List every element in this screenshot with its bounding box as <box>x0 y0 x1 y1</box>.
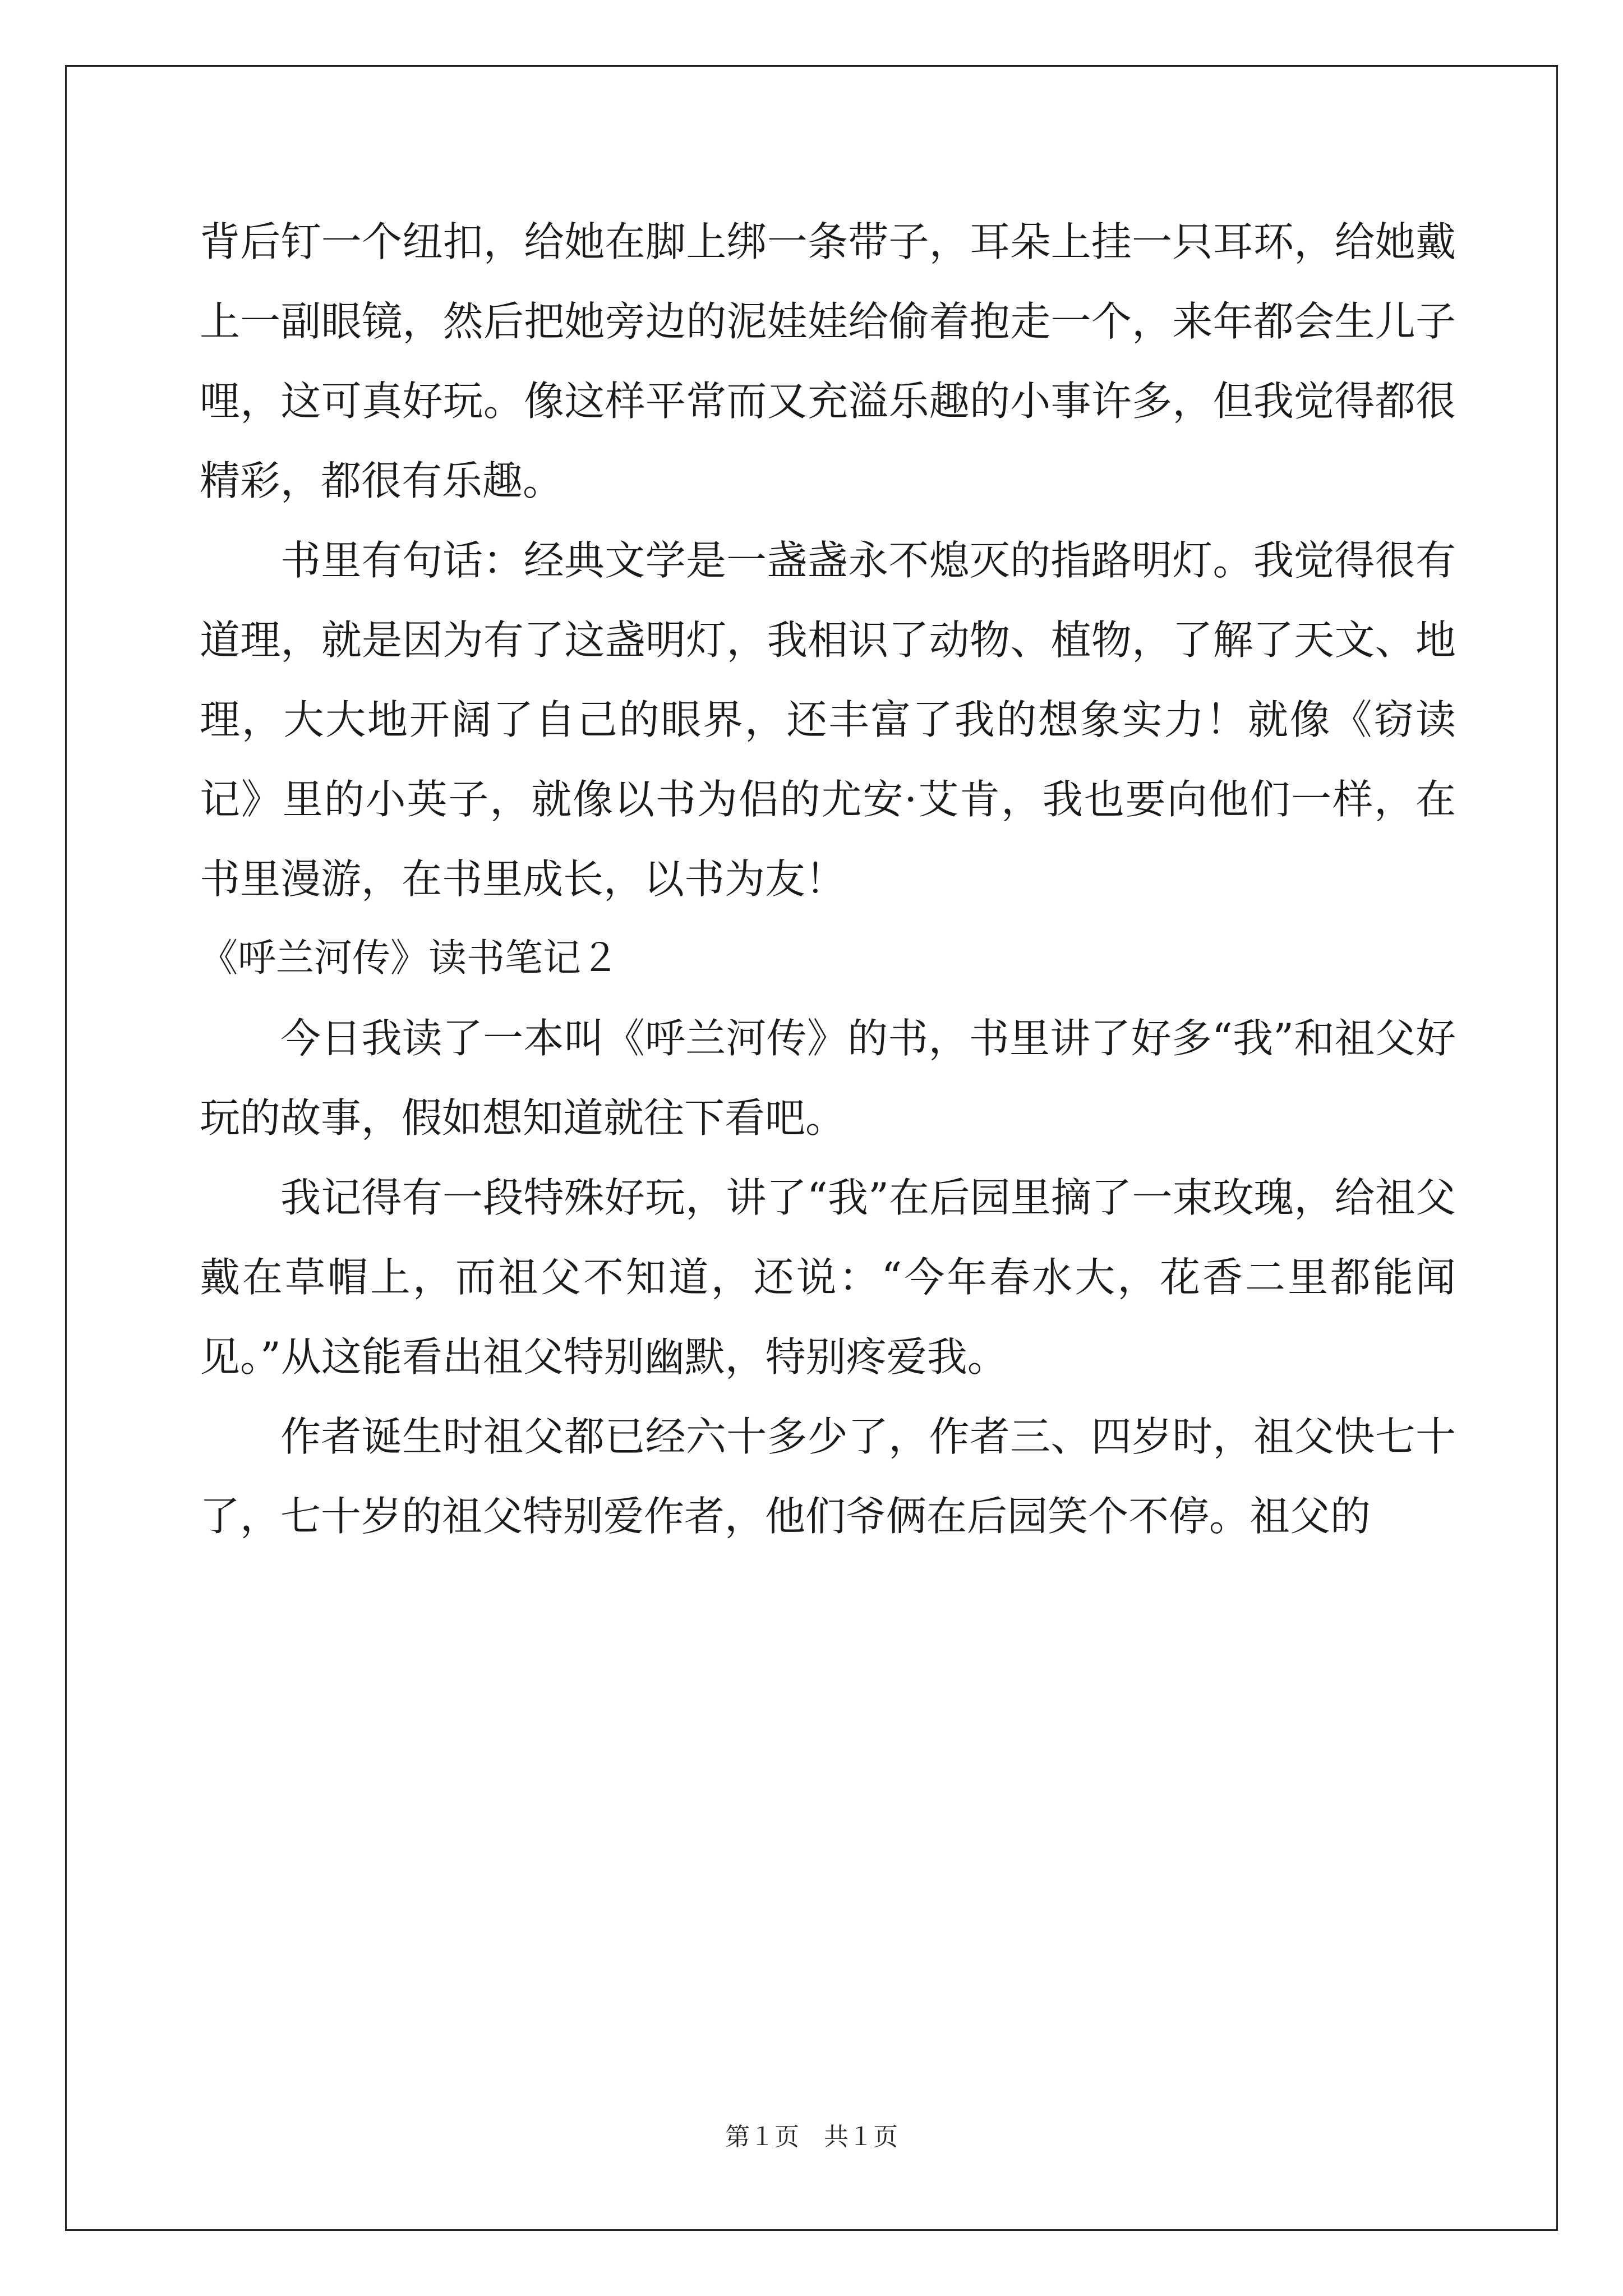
page-number: 第１页 共１页 <box>725 2123 898 2151</box>
paragraph-roses: 我记得有一段特殊好玩，讲了“我”在后园里摘了一束玫瑰，给祖父戴在草帽上，而祖父不知道，还说：“今年春水大，花香二里都能闻见。”从这能看出祖父特别幽默，特别疼爱我。 <box>200 1174 1456 1381</box>
document-body <box>200 202 1456 1556</box>
section-title: 《呼兰河传》读书笔记２ <box>200 936 620 981</box>
paragraph-intro: 今日我读了一本叫《呼兰河传》的书，书里讲了好多“我”和祖父好玩的故事，假如想知道就往下看吧。 <box>200 1015 1456 1142</box>
paragraph-lamp-quote: 书里有句话：经典文学是一盏盏永不熄灭的指路明灯。我觉得很有道理，就是因为有了这盏明灯，我相识了动物、植物，了解了天文、地理，大大地开阔了自己的眼界，还丰富了我的想象实力！就像《窃读记》里的小英子，就像以书为侣的尤安·艾肯，我也要向他们一样，在书里漫游，在书里成长，以书为友！ <box>200 537 1456 903</box>
paragraph-continuation: 背后钉一个纽扣，给她在脚上绑一条带子，耳朵上挂一只耳环，给她戴上一副眼镜，然后把她旁边的泥娃娃给偷着抱走一个，来年都会生儿子哩，这可真好玩。像这样平常而又充溢乐趣的小事许多，但我觉得都很精彩，都很有乐趣。 <box>200 218 1456 504</box>
paragraph-grandfather: 作者诞生时祖父都已经六十多少了，作者三、四岁时，祖父快七十了，七十岁的祖父特别爱作者，他们爷俩在后园笑个不停。祖父的 <box>200 1413 1456 1540</box>
